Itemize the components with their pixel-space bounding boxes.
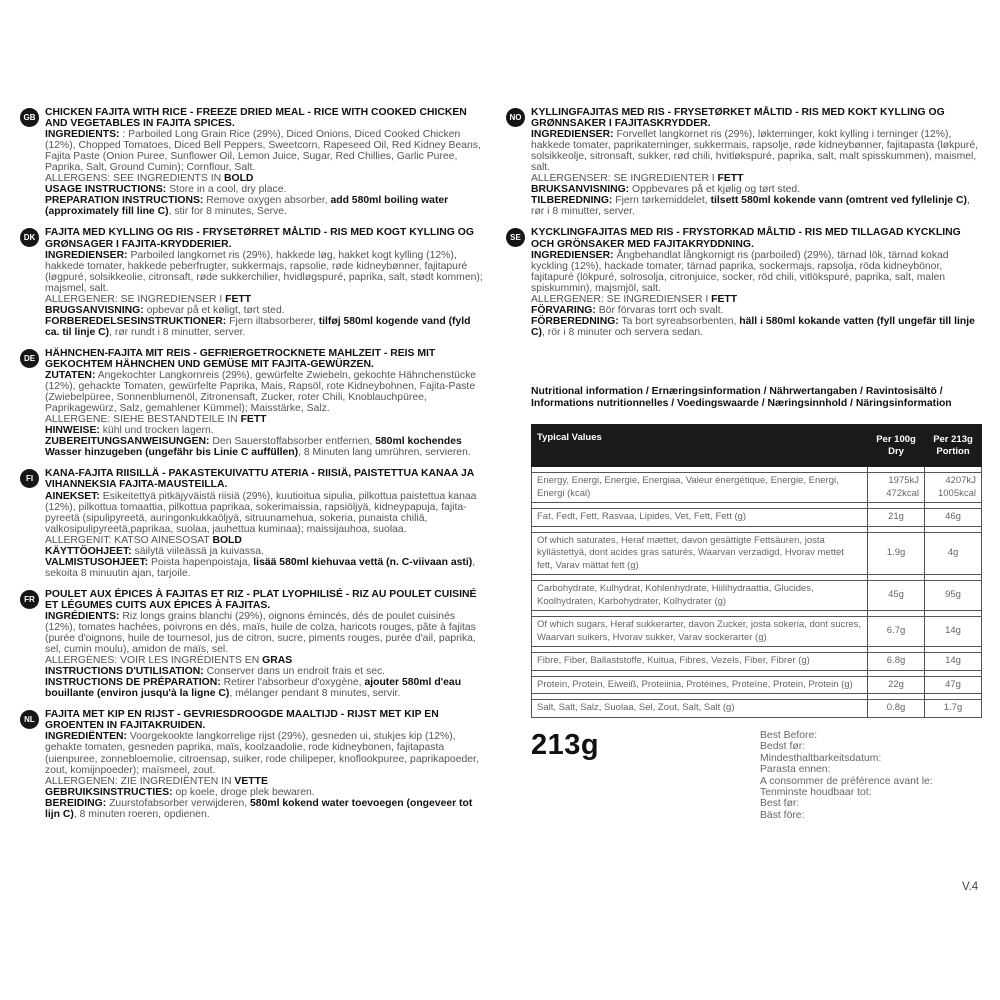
nutrient-value-v213: [925, 617, 982, 647]
info-line: [45, 731, 486, 775]
nutrient-value-v213: [925, 509, 982, 527]
header-per-213g-line2: Portion: [936, 445, 970, 457]
info-line: [531, 195, 982, 217]
info-text: Ta bort syreabsorbenten,: [618, 315, 740, 327]
value-line: 1975kJ: [888, 475, 920, 486]
info-label: FORBEREDELSESINSTRUKTIONER:: [45, 315, 227, 327]
country-badge-de: DE: [20, 349, 39, 368]
nutrient-value-v213: [925, 700, 982, 718]
section-title: KYCKLINGFAJITAS MED RIS - FRYSTORKAD MÅLTID - RIS MED TILLAGAD KYCKLING OCH GRÖNSAKER MED FAJITAKRYDDNING.: [531, 227, 961, 250]
info-line: [531, 316, 982, 338]
info-line: [45, 195, 486, 217]
info-line: [45, 677, 486, 699]
section-fr: [20, 589, 486, 699]
nutrient-value-v100: [868, 676, 925, 694]
info-text: Ångbehandlat långkornigt ris (parboiled) (29%), tärnad lök, tärnad kokad kyckling (12%), hackade tomater, tärnad paprika, sockermajs, rapsolja, röda kidneybönor, fajitapuré (lökpuré, solrosolja, citronjuice, socker, röd chili, vitlökspuré, paprika, salt, malen spiskummin), majsmjöl, salt.: [531, 249, 949, 294]
info-emphasis: tilføj 580ml kogende vand (fyld ca. til linje C): [45, 315, 471, 338]
info-line: [531, 129, 982, 173]
left-column: [20, 107, 486, 830]
best-before-line: Best Before:: [760, 730, 818, 741]
value-line: 21g: [888, 511, 904, 522]
country-badge-fr: FR: [20, 590, 39, 609]
info-text: Forvellet langkornet ris (29%), løkterninger, kokt kylling i terninger (12%), hakkede tomater, paprikaterninger, sukkermais, rapsolje, røde kidneybønner, fajitapasta (løkpuré, solsikkeolje, sitronsaft, sukker, rød chili, hvitløkspuré, paprika, salt, malt spisskummen), maismel, salt.: [531, 129, 979, 174]
info-line: [531, 173, 982, 184]
header-per-100g-line2: Dry: [888, 445, 904, 457]
info-emphasis: 580ml kochendes Wasser hinzugeben (ungefähr bis Linie C auffüllen): [45, 436, 462, 459]
info-text: op koele, droge plek bewaren.: [172, 786, 315, 798]
info-text: ALLERGENSER: SE INGREDIENTER I: [531, 173, 718, 185]
info-tail: , mélanger pendant 8 minutes, servir.: [229, 688, 401, 700]
info-line: [45, 546, 486, 557]
info-label: AINEKSET:: [45, 490, 100, 502]
nutrient-label: Fat, Fedt, Fett, Rasvaa, Lipides, Vet, Fett, Fett (g): [532, 509, 868, 527]
info-label: INGREDIENTS:: [45, 129, 120, 141]
info-text: opbevar på et køligt, tørt sted.: [143, 304, 285, 316]
info-line: [45, 611, 486, 655]
info-text: ALLERGENEN: ZIE INGREDIËNTEN IN: [45, 775, 235, 787]
best-before-line: A consommer de préférence avant le:: [760, 775, 933, 787]
header-typical-values: Typical Values: [532, 425, 868, 467]
info-text: Esikeitettyä pitkäjyväistä riisiä (29%), kuutioitua sipulia, pilkottua paistettua kanaa (12%), pilkottua tomaattia, pilkottua paprikaa, sokerimaissia, rapsiöljyä, kidneypapuja, fajita-pyreetä (sipulipyreetä, auringonkukkaöljyä, sitruunamehua, sokeria, punaista chiliä, valkosipulipyreetä,paprikaa, suolaa, jauhettua kuminaa); maissijauhoa, suolaa.: [45, 490, 477, 535]
info-line: [531, 305, 982, 316]
info-emphasis: GRAS: [262, 655, 293, 667]
info-tail: , rør i 8 minutter, server.: [531, 195, 970, 218]
info-label: INGREDIENSER:: [45, 249, 128, 261]
value-line: 14g: [945, 655, 961, 666]
info-label: FÖRVARING:: [531, 304, 596, 316]
info-text: Parboiled langkornet ris (29%), hakkede løg, hakket kogt kylling (12%), hakkede tomater, hakkede peberfrugter, sukkermajs, rapsolie, røde kidneybønner, fajitapuré (løgpuré, solsikkeolie, citronsaft, røde sukkerchilier, hvidløgspuré, paprika, salt, stødt kommen); majsmel, salt.: [45, 249, 483, 294]
nutrient-value-v213: [925, 581, 982, 611]
nutrition-row: [532, 676, 982, 694]
info-emphasis: 580ml kokend water toevoegen (ongeveer tot lijn C): [45, 797, 473, 820]
info-emphasis: lisää 580ml kiehuvaa vettä (n. C-viivaan asti): [253, 556, 473, 568]
section-fi: [20, 468, 486, 578]
info-line: [531, 184, 982, 195]
info-emphasis: add 580ml boiling water (approximately fill line C): [45, 195, 449, 218]
info-line: [45, 666, 486, 677]
value-line: 47g: [945, 678, 961, 690]
info-text: ALLERGENER: SE INGREDIENSER I: [531, 293, 712, 305]
nutrient-value-v213: [925, 653, 982, 671]
nutrition-row: [532, 509, 982, 527]
info-label: ZUTATEN:: [45, 370, 96, 382]
header-per-100g-line1: Per 100g: [876, 433, 916, 445]
info-line: [45, 655, 486, 666]
info-text: Bör förvaras torrt och svalt.: [595, 304, 724, 316]
info-text: Remove oxygen absorber,: [203, 195, 331, 207]
info-text: ALLERGENS: SEE INGREDIENTS IN: [45, 173, 224, 185]
section-title: FAJITA MED KYLLING OG RIS - FRYSETØRRET MÅLTID - RIS MED KOGT KYLLING OG GRØNSAGER I FAJITA-KRYDDERIER.: [45, 227, 474, 250]
info-line: [45, 535, 486, 546]
nutrient-value-v100: [868, 473, 925, 503]
section-title: POULET AUX ÉPICES À FAJITAS ET RIZ - PLAT LYOPHILISÉ - RIZ AU POULET CUISINÉ ET LÉGUMES CUITS AUX ÉPICES À FAJITAS.: [45, 588, 477, 611]
info-text: Conserver dans un endroit frais et sec.: [203, 666, 386, 678]
info-emphasis: VETTE: [234, 775, 268, 787]
nutrient-value-v100: [868, 617, 925, 647]
nutrition-row: [532, 653, 982, 671]
info-text: ALLERGÈNES: VOIR LES INGRÉDIENTS EN: [45, 655, 263, 667]
value-line: 4g: [947, 547, 959, 558]
nutrition-row: [532, 700, 982, 718]
nutrient-label: Carbohydrate, Kulhydrat, Kohlenhydrate, Hiilihydraattia, Glucides, Koolhydraten, Karbohydrater, Kolhydrater (g): [532, 581, 868, 611]
nutrient-value-v213: [925, 676, 982, 694]
info-line: [45, 184, 486, 195]
info-text: ALLERGENER: SE INGREDIENSER I: [45, 293, 226, 305]
nutrient-value-v100: [868, 532, 925, 575]
info-text: Retirer l'absorbeur d'oxygène,: [220, 677, 365, 689]
best-before-line: Best før:: [760, 798, 800, 810]
section-de: [20, 348, 486, 458]
info-line: [45, 294, 486, 305]
section-se: [506, 227, 982, 337]
section-dk: [20, 227, 486, 337]
version-label: V.4: [962, 881, 979, 893]
info-emphasis: häll i 580ml kokande vatten (fyll ungefär till linje C): [531, 315, 975, 338]
value-line: 1.9g: [886, 547, 906, 558]
info-text: Den Sauerstoffabsorber entfernen,: [209, 436, 376, 448]
best-before-line: Bäst före:: [760, 809, 805, 821]
nutrition-header-row: [532, 425, 982, 467]
header-per-213g: [925, 425, 982, 467]
info-line: [45, 798, 486, 820]
nutrition-row: [532, 617, 982, 647]
value-line: 4207kJ: [945, 475, 976, 486]
info-line: [45, 776, 486, 787]
nutrition-row: [532, 532, 982, 575]
info-text: kühl und trocken lagern.: [99, 425, 214, 437]
info-line: [45, 173, 486, 184]
info-label: BRUKSANVISNING:: [531, 184, 630, 196]
value-line: 95g: [945, 589, 961, 601]
section-title: CHICKEN FAJITA WITH RICE - FREEZE DRIED MEAL - RICE WITH COOKED CHICKEN AND VEGETABLES IN FAJITA SPICES.: [45, 107, 467, 130]
info-label: HINWEISE:: [45, 425, 100, 437]
nutrient-label: Energy, Energi, Energie, Energiaa, Valeur énergétique, Energie, Energi, Energi (kcal): [532, 473, 868, 503]
nutrient-label: Of which sugars, Heraf sukkerarter, davon Zucker, josta sokeria, dont sucres, Waarvan suikers, Hvorav sukker, Varav sockerarter (g): [532, 617, 868, 647]
nutrient-value-v100: [868, 653, 925, 671]
value-line: 45g: [888, 589, 904, 601]
info-line: [531, 250, 982, 294]
info-text: ALLERGENE: SIEHE BESTANDTEILE IN: [45, 414, 241, 426]
info-text: Fjern tørkemiddelet,: [612, 195, 711, 207]
info-emphasis: BOLD: [224, 173, 254, 185]
info-tail: , 8 minuten roeren, opdienen.: [73, 808, 210, 820]
info-emphasis: FETT: [711, 293, 738, 305]
value-line: 6.8g: [886, 655, 906, 666]
info-label: KÄYTTÖOHJEET:: [45, 545, 132, 557]
info-label: TILBEREDNING:: [531, 195, 613, 207]
info-label: BRUGSANVISNING:: [45, 304, 144, 316]
section-title: KANA-FAJITA RIISILLÄ - PAKASTEKUIVATTU ATERIA - RIISIÄ, PAISTETTUA KANAA JA VIHANNEKSIA FAJITA-MAUSTEILLA.: [45, 468, 474, 491]
info-label: INSTRUCTIONS DE PRÉPARATION:: [45, 677, 221, 689]
header-per-100g: [868, 425, 925, 467]
best-before-line: Bedst før:: [760, 741, 806, 753]
country-badge-gb: GB: [20, 108, 39, 127]
best-before-line: Tenminste houdbaar tot:: [760, 787, 872, 799]
info-text: : Parboiled Long Grain Rice (29%), Diced Onions, Diced Cooked Chicken (12%), Chopped Tomatoes, Diced Bell Peppers, Sweetcorn, Rapeseed Oil, Red Kidney Beans, Fajita Paste (Onion Puree, Sunflower Oil, Lemon Juice, Sugar, Red Chillies, Garlic Puree, Paprika, Salt, Ground Cumin); Cornflour, Salt.: [45, 129, 481, 174]
info-label: BEREIDING:: [45, 797, 107, 809]
nutrient-label: Of which saturates, Heraf mættet, davon gesättigte Fettsäuren, josta kyllästettyä, dont acides gras saturés, Waarvan verzadigd, Hvorav mettet fett, Varav mättat fett (g): [532, 532, 868, 575]
info-text: Poista hapenpoistaja,: [148, 556, 254, 568]
net-weight: 213g: [531, 729, 600, 761]
info-text: Oppbevares på et kjølig og tørt sted.: [629, 184, 801, 196]
info-label: INGRÉDIENTS:: [45, 610, 120, 622]
info-emphasis: BOLD: [212, 534, 242, 546]
info-tail: , rør rundt i 8 minutter, server.: [109, 326, 246, 338]
info-tail: , sekoita 8 minuutin ajan, tarjoile.: [45, 556, 476, 579]
country-badge-nl: NL: [20, 710, 39, 729]
info-text: Fjern iltabsorberer,: [226, 315, 319, 327]
value-line: 22g: [888, 678, 904, 690]
nutrient-label: Protein, Protein, Eiweiß, Proteiinia, Protéines, Proteïne, Protein, Protein (g): [532, 676, 868, 694]
value-line: 6.7g: [886, 625, 906, 637]
nutrient-value-v213: [925, 532, 982, 575]
info-label: PREPARATION INSTRUCTIONS:: [45, 195, 204, 207]
nutrient-label: Salt, Salt, Salz, Suolaa, Sel, Zout, Salt, Salt (g): [532, 700, 868, 718]
info-tail: , stir for 8 minutes, Serve.: [168, 206, 287, 218]
nutrition-row: [532, 473, 982, 503]
info-line: [531, 294, 982, 305]
value-line: 14g: [945, 625, 961, 637]
section-no: [506, 107, 982, 217]
info-label: INGREDIENSER:: [531, 249, 614, 261]
info-line: [45, 305, 486, 316]
nutrition-heading: Nutritional information / Ernæringsinformation / Nährwertangaben / Ravintosisältö / Informations nutritionnelles / Voedingswaarde / Næringsinnhold / Näringsinformation: [531, 386, 952, 409]
info-label: ZUBEREITUNGSANWEISUNGEN:: [45, 436, 210, 448]
info-emphasis: ajouter 580ml d'eau bouillante (environ jusqu'à la ligne C): [45, 677, 462, 700]
nutrient-value-v213: [925, 473, 982, 503]
nutrient-label: Fibre, Fiber, Ballaststoffe, Kuitua, Fibres, Vezels, Fiber, Fibrer (g): [532, 653, 868, 671]
section-gb: [20, 107, 486, 217]
info-label: VALMISTUSOHJEET:: [45, 556, 149, 568]
info-line: [45, 425, 486, 436]
info-line: [45, 436, 486, 458]
value-line: 472kcal: [886, 487, 920, 499]
value-line: 1005kcal: [937, 487, 976, 499]
info-line: [45, 370, 486, 414]
section-title: FAJITA MET KIP EN RIJST - GEVRIESDROOGDE MAALTIJD - RIJST MET KIP EN GROENTEN IN FAJITAKRUIDEN.: [45, 709, 439, 732]
info-label: INSTRUCTIONS D'UTILISATION:: [45, 666, 204, 678]
nutrient-value-v100: [868, 581, 925, 611]
info-text: Store in a cool, dry place.: [166, 184, 287, 196]
info-line: [45, 129, 486, 173]
info-line: [45, 491, 486, 535]
header-per-213g-line1: Per 213g: [933, 433, 973, 445]
info-emphasis: tilsett 580ml kokende vann (omtrent ved fyllelinje C): [710, 195, 967, 207]
info-emphasis: FETT: [225, 293, 252, 305]
info-text: Riz longs grains blanchi (29%), oignons émincés, dés de poulet cuisinés (12%), tomates hachées, poivrons en dés, maïs, huile de colza, haricots rouges, pâte à fajitas (purée d'oignons, huile de tournesol, jus de citron, sucre, piments rouges, purée d'ail, paprika, sel, cumin moulu), amidon de maïs, sel.: [45, 610, 476, 656]
country-badge-no: NO: [506, 108, 525, 127]
info-tail: , 8 Minuten lang umrühren, servieren.: [298, 447, 471, 459]
right-column: [506, 107, 982, 348]
info-line: [45, 250, 486, 294]
country-badge-dk: DK: [20, 228, 39, 247]
country-badge-se: SE: [506, 228, 525, 247]
info-line: [45, 787, 486, 798]
info-line: [45, 557, 486, 579]
info-label: FÖRBEREDNING:: [531, 315, 619, 327]
nutrient-value-v100: [868, 700, 925, 718]
section-title: HÄHNCHEN-FAJITA MIT REIS - GEFRIERGETROCKNETE MAHLZEIT - REIS MIT GEKOCHTEM HÄHNCHEN UND GEMÜSE MIT FAJITA-GEWÜRZEN.: [45, 347, 436, 370]
section-title: KYLLINGFAJITAS MED RIS - FRYSETØRKET MÅLTID - RIS MED KOKT KYLLING OG GRØNNSAKER I FAJITASKRYDDER.: [531, 107, 945, 130]
info-text: säilytä viileässä ja kuivassa.: [131, 545, 264, 557]
best-before-line: Parasta ennen:: [760, 764, 831, 776]
country-badge-fi: FI: [20, 469, 39, 488]
info-line: [45, 414, 486, 425]
value-line: 46g: [945, 511, 961, 522]
info-label: GEBRUIKSINSTRUCTIES:: [45, 786, 173, 798]
info-label: INGREDIËNTEN:: [45, 731, 127, 743]
info-text: Zuurstofabsorber verwijderen,: [106, 797, 251, 809]
nutrient-value-v100: [868, 509, 925, 527]
value-line: 0.8g: [886, 702, 906, 713]
section-nl: [20, 709, 486, 819]
value-line: 1.7g: [943, 702, 963, 713]
info-tail: , rör i 8 minuter och servera sedan.: [541, 326, 704, 338]
info-text: Angekochter Langkornreis (29%), gewürfelte Zwiebeln, gekochte Hähnchenstücke (12%), gehackte Tomaten, gewürfelte Paprika, Mais, Rapsöl, rote Kidneybohnen, Fajita-Paste (Zwiebelpüree, Sonnenblumenöl, Zitronensaft, Zucker, roter Chili, Knoblauchpüree, Paprikagewürz, Salz, gemahlener Kümmel); Maisstärke, Salz.: [45, 370, 477, 415]
nutrition-row: [532, 581, 982, 611]
info-emphasis: FETT: [240, 414, 267, 426]
info-emphasis: FETT: [717, 173, 744, 185]
best-before-line: Mindesthaltbarkeitsdatum:: [760, 752, 882, 764]
info-label: USAGE INSTRUCTIONS:: [45, 184, 167, 196]
nutrition-table: [531, 424, 982, 718]
info-line: [45, 316, 486, 338]
best-before-block: [760, 730, 933, 821]
info-text: ALLERGENIT: KATSO AINESOSAT: [45, 534, 213, 546]
info-text: Voorgekookte langkorrelige rijst (29%), gesneden ui, stukjes kip (12%), gehakte tomaten, gesneden paprika, maïs, koolzaadolie, rode kidneybonen, fajitapasta (uienpuree, zonnebloemolie, citroensap, suiker, rode chilipeper, knoflookpuree, paprikapoeder, zout, komijnpoeder); maïsmeel, zout.: [45, 731, 479, 776]
info-label: INGREDIENSER:: [531, 129, 614, 141]
